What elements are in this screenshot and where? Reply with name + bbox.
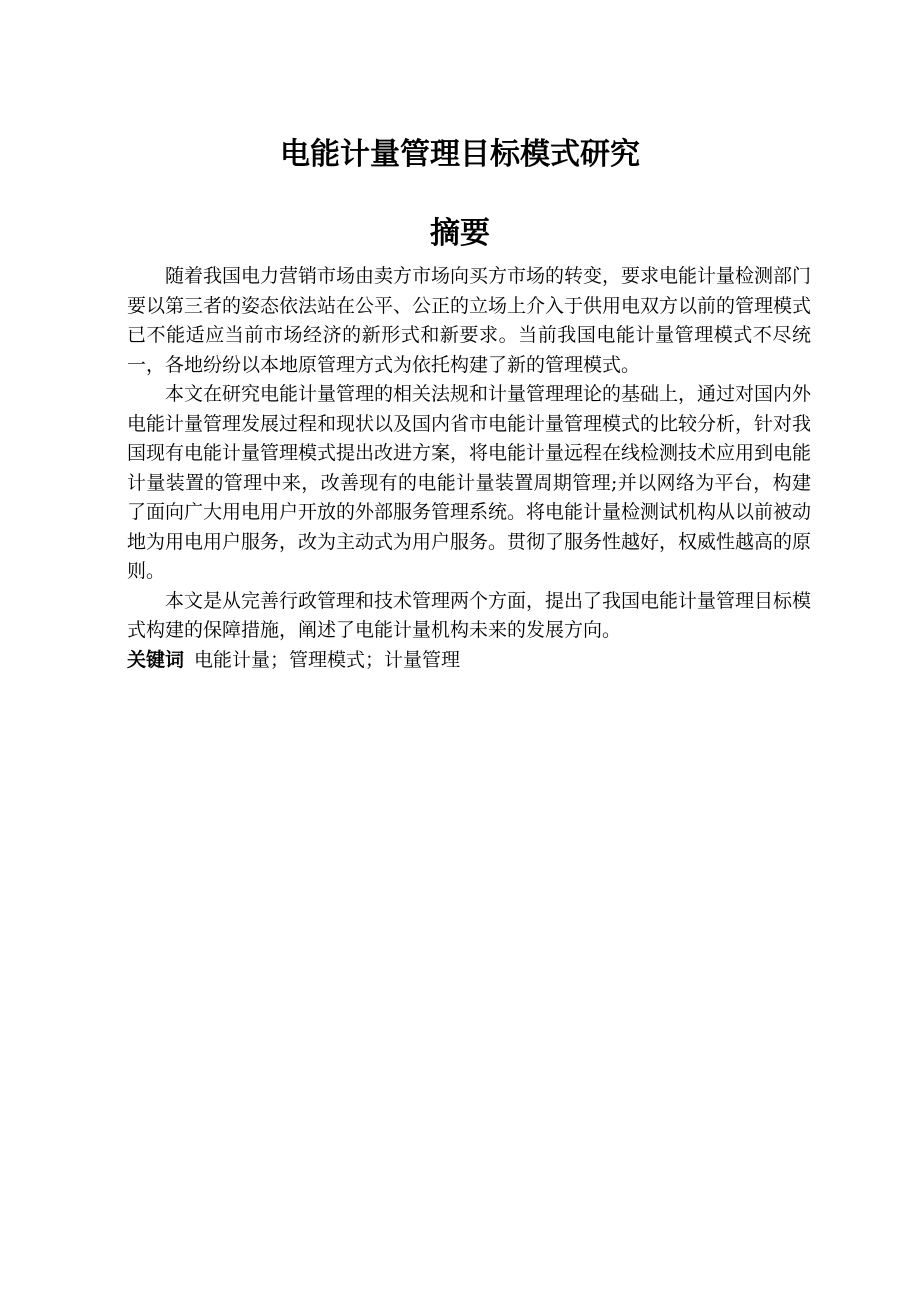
abstract-body [127,262,811,675]
keywords-label: 关键词 [127,648,185,671]
abstract-heading: 摘要 [430,216,490,251]
abstract-paragraph-3: 本文是从完善行政管理和技术管理两个方面，提出了我国电能计量管理目标模式构建的保障措施，阐述了电能计量机构未来的发展方向。 [127,589,812,641]
abstract-paragraph-1: 随着我国电力营销市场由卖方市场向买方市场的转变，要求电能计量检测部门要以第三者的姿态依法站在公平、公正的立场上介入于供用电双方以前的管理模式已不能适应当前市场经济的新形式和新要求。当前我国电能计量管理模式不尽统一，各地纷纷以本地原管理方式为依托构建了新的管理模式。 [127,265,812,376]
keywords-text: 电能计量；管理模式；计量管理 [194,648,461,671]
keywords-line [127,646,811,676]
document-title: 电能计量管理目标模式研究 [280,137,640,172]
abstract-paragraph-2: 本文在研究电能计量管理的相关法规和计量管理理论的基础上，通过对国内外电能计量管理发展过程和现状以及国内省市电能计量管理模式的比较分析，针对我国现有电能计量管理模式提出改进方案，将电能计量远程在线检测技术应用到电能计量装置的管理中来，改善现有的电能计量装置周期管理;并以网络为平台，构建了面向广大用电用户开放的外部服务管理系统。将电能计量检测试机构从以前被动地为用电用户服务，改为主动式为用户服务。贯彻了服务性越好，权威性越高的原则。 [127,383,812,582]
